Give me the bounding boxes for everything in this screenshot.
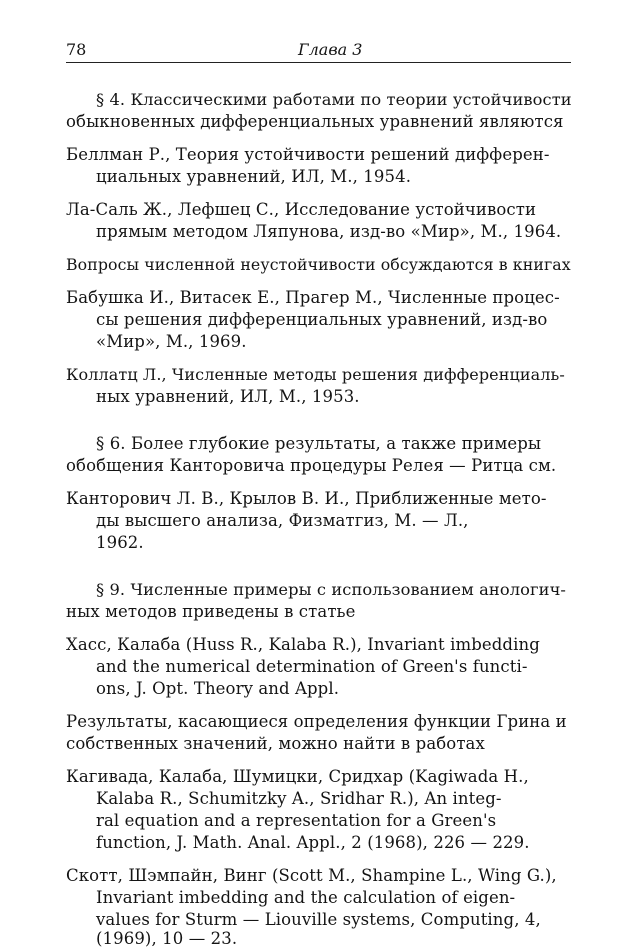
reference-line: Ла-Саль Ж., Лефшец С., Исследование устойчивости xyxy=(66,200,537,219)
reference-line: Коллатц Л., Численные методы решения дифференциаль- xyxy=(66,365,565,384)
reference-line: ных уравнений, ИЛ, М., 1953. xyxy=(96,387,360,406)
paragraph-line: обыкновенных дифференциальных уравнений являются xyxy=(66,112,564,131)
paragraph-line: собственных значений, можно найти в работах xyxy=(66,734,485,753)
reference-line: Kalaba R., Schumitzky A., Sridhar R.), An integ- xyxy=(96,789,502,808)
paragraph-line: § 4. Классическими работами по теории устойчивости xyxy=(96,90,572,109)
reference-line: Бабушка И., Витасек Е., Прагер М., Численные процес- xyxy=(66,288,560,307)
reference-line: function, J. Math. Anal. Appl., 2 (1968), 226 — 229. xyxy=(96,833,530,852)
reference-line: сы решения дифференциальных уравнений, изд-во xyxy=(96,310,548,329)
reference-line: ral equation and a representation for a Green's xyxy=(96,811,497,830)
reference-line: Скотт, Шэмпайн, Винг (Scott M., Shampine L., Wing G.), xyxy=(66,866,557,885)
paragraph-line: ных методов приведены в статье xyxy=(66,602,356,621)
reference-line: циальных уравнений, ИЛ, М., 1954. xyxy=(96,167,412,186)
reference-line: 1962. xyxy=(96,533,144,552)
page-number: 78 xyxy=(66,40,87,59)
running-header xyxy=(66,38,571,63)
reference-line: Канторович Л. В., Крылов В. И., Приближенные мето- xyxy=(66,489,547,508)
reference-line: (1969), 10 — 23. xyxy=(96,929,238,948)
reference-line: Хасс, Калаба (Huss R., Kalaba R.), Invariant imbedding xyxy=(66,635,540,654)
chapter-title: Глава 3 xyxy=(298,40,363,59)
reference-line: Invariant imbedding and the calculation of eigen- xyxy=(96,888,516,907)
reference-line: and the numerical determination of Green's functi- xyxy=(96,657,528,676)
reference-line: ons, J. Opt. Theory and Appl. xyxy=(96,679,340,698)
reference-line: Кагивада, Калаба, Шумицки, Сридхар (Kagiwada H., xyxy=(66,767,529,786)
reference-line: прямым методом Ляпунова, изд-во «Мир», М., 1964. xyxy=(96,222,562,241)
reference-line: «Мир», М., 1969. xyxy=(96,332,247,351)
paragraph-line: Вопросы численной неустойчивости обсуждаются в книгах xyxy=(66,255,571,274)
paragraph-line: § 9. Численные примеры с использованием анологич- xyxy=(96,580,567,599)
paragraph-line: обобщения Канторовича процедуры Релея — Ритца см. xyxy=(66,456,557,475)
paragraph-line: § 6. Более глубокие результаты, а также примеры xyxy=(96,434,542,453)
reference-line: Беллман Р., Теория устойчивости решений дифферен- xyxy=(66,145,550,164)
reference-line: ды высшего анализа, Физматгиз, М. — Л., xyxy=(96,511,469,530)
reference-line: values for Sturm — Liouville systems, Computing, 4, xyxy=(96,910,541,929)
paragraph-line: Результаты, касающиеся определения функции Грина и xyxy=(66,712,567,731)
